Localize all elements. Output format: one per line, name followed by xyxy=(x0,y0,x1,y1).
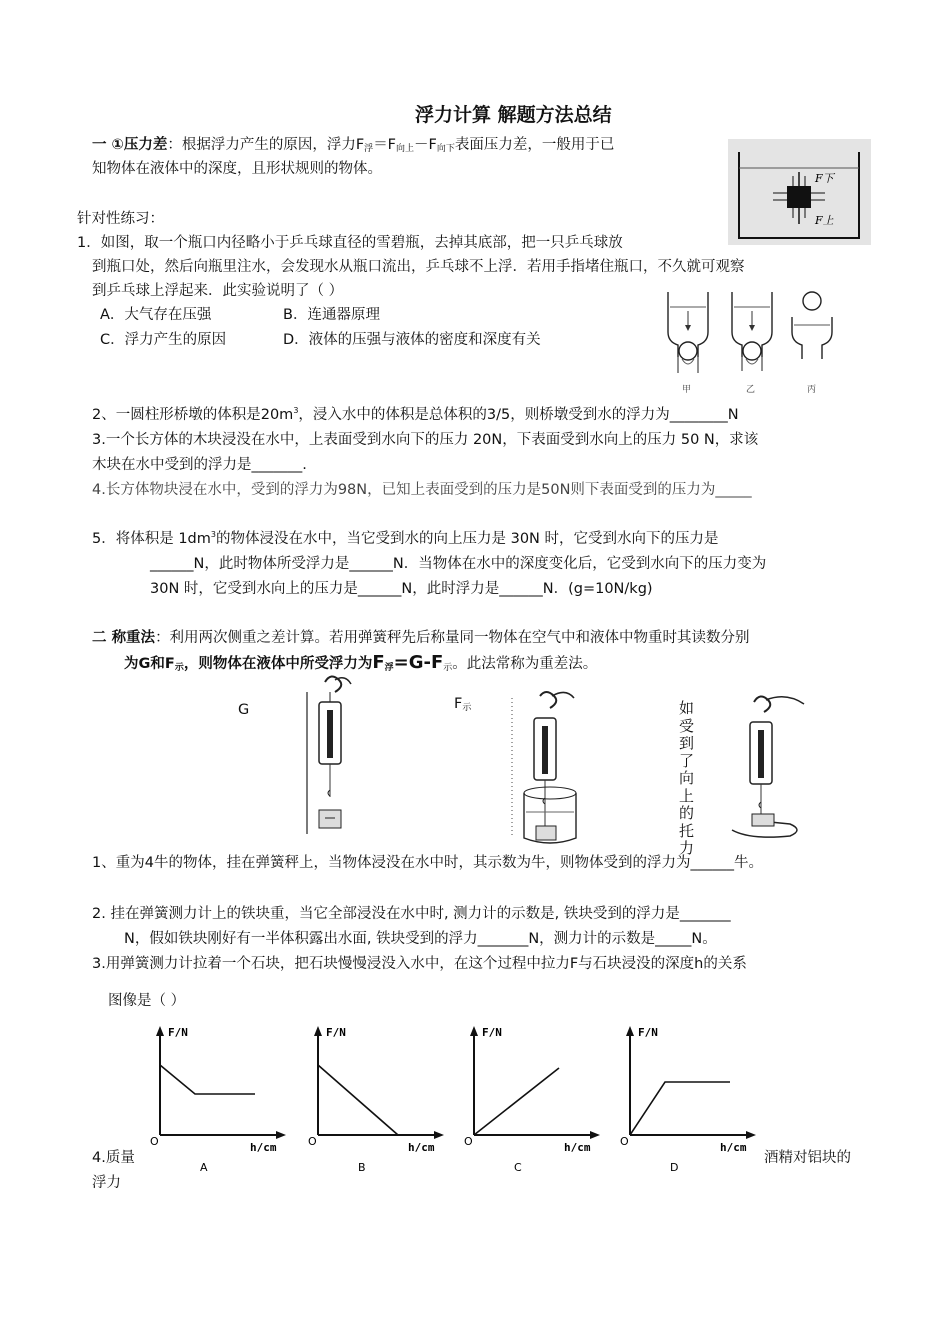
label-yi: 乙 xyxy=(746,385,756,395)
graph-origin: O xyxy=(150,1135,159,1148)
subscript: 向下 xyxy=(436,144,455,154)
graph-xlabel: h/cm xyxy=(720,1141,747,1154)
graph-xlabel: h/cm xyxy=(250,1141,277,1154)
graph-ylabel: F/N xyxy=(326,1026,346,1039)
q1-option-a: A．大气存在压强 xyxy=(100,307,212,323)
section2-line1 xyxy=(92,626,750,647)
text: ，浸入水中的体积是总体积的3/5，则桥墩受到水的浮力为________N xyxy=(298,407,739,423)
graph-origin: O xyxy=(464,1135,473,1148)
text: 5．将体积是 1dm xyxy=(92,531,211,547)
label-bing: 丙 xyxy=(807,385,817,395)
subscript: 向上 xyxy=(396,144,415,154)
graph-y-arrow xyxy=(156,1026,164,1036)
s2-q4-line2: 浮力 xyxy=(92,1175,121,1191)
subscript: 浮 xyxy=(364,144,374,154)
s2-q4-start: 4.质量 xyxy=(92,1150,135,1166)
f-up-label: F上 xyxy=(815,214,834,227)
section2-number: 二 xyxy=(92,630,112,646)
text: 表面压力差，一般用于已 xyxy=(454,137,615,153)
graph-x-arrow xyxy=(590,1131,600,1139)
graph-ylabel: F/N xyxy=(638,1026,658,1039)
superscript: 3 xyxy=(210,530,216,540)
spring-scale-water-figure xyxy=(510,688,590,848)
graph-letter: B xyxy=(358,1161,366,1174)
q1-option-d: D．液体的压强与液体的密度和深度有关 xyxy=(283,332,541,348)
spring-scale-hand-figure xyxy=(730,690,810,840)
section2-line2 xyxy=(124,652,597,673)
text: F xyxy=(372,652,385,673)
graph-xlabel: h/cm xyxy=(564,1141,591,1154)
text: 的物体浸没在水中，当它受到水的向上压力是 30N 时，它受到水向下的压力是 xyxy=(215,531,719,547)
section1-number: 一 ① xyxy=(92,137,124,153)
q2-text xyxy=(92,403,739,424)
text: 为G和F xyxy=(124,656,175,672)
graph-x-arrow xyxy=(276,1131,286,1139)
section1-heading: 压力差 xyxy=(123,137,168,153)
bottle-experiment-figure xyxy=(660,287,840,397)
section1-line1 xyxy=(92,133,614,154)
vertical-caption: 如受到了向上的托力 xyxy=(679,699,695,857)
graph-x-arrow xyxy=(746,1131,756,1139)
q5-line3: 30N 时，它受到水向上的压力是______N，此时浮力是______N．(g=10N/kg) xyxy=(150,581,653,597)
label-jia: 甲 xyxy=(682,385,692,395)
graph-curve xyxy=(318,1065,398,1135)
graph-y-arrow xyxy=(314,1026,322,1036)
subscript: 浮 xyxy=(384,663,394,673)
graph-xlabel: h/cm xyxy=(408,1141,435,1154)
graph-ylabel: F/N xyxy=(482,1026,502,1039)
text: 。此法常称为重差法。 xyxy=(452,656,598,672)
text: ，则物体在液体中所受浮力为 xyxy=(183,656,373,672)
graph-curve xyxy=(160,1065,255,1094)
graph-ylabel: F/N xyxy=(168,1026,188,1039)
q1-line3: 到乒乓球上浮起来．此实验说明了（ ） xyxy=(92,283,344,299)
graph-y-arrow xyxy=(470,1026,478,1036)
page-title: 浮力计算 解题方法总结 xyxy=(415,104,612,126)
text: ：利用两次侧重之差计算。若用弹簧秤先后称量同一物体在空气中和液体中物重时其读数分别 xyxy=(155,630,750,646)
label-g: G xyxy=(238,702,250,718)
s2-q2-line2: N，假如铁块刚好有一半体积露出水面, 铁块受到的浮力_______N，测力计的示数是_____N。 xyxy=(124,931,717,947)
q4-text: 4.长方体物块浸在水中，受到的浮力为98N，已知上表面受到的压力是50N则下表面受到的压力为_____ xyxy=(92,482,752,498)
graph-letter: D xyxy=(670,1161,679,1174)
q1-line1: 1．如图，取一个瓶口内径略小于乒乓球直径的雪碧瓶，去掉其底部，把一只乒乓球放 xyxy=(77,235,623,251)
graph-origin: O xyxy=(308,1135,317,1148)
q3-line2: 木块在水中受到的浮力是_______. xyxy=(92,457,307,473)
text: ＝F xyxy=(373,137,397,153)
graph-curve xyxy=(474,1068,559,1135)
text: 2、一圆柱形桥墩的体积是20m xyxy=(92,407,294,423)
text: －F xyxy=(414,137,437,153)
pressure-difference-figure xyxy=(727,138,872,246)
s2-q1: 1、重为4牛的物体，挂在弹簧秤上，当物体浸没在水中时，其示数为牛，则物体受到的浮力为______牛。 xyxy=(92,855,763,871)
spring-scale-air-figure xyxy=(305,672,357,834)
text: =G-F xyxy=(393,652,444,673)
subscript: 示 xyxy=(174,663,184,673)
s2-q3-line1: 3.用弹簧测力计拉着一个石块，把石块慢慢浸没入水中，在这个过程中拉力F与石块浸没的深度h的关系 xyxy=(92,956,747,972)
text: F xyxy=(454,696,463,712)
label-f-shi xyxy=(454,696,471,713)
subscript: 示 xyxy=(462,703,472,713)
graph-letter: C xyxy=(514,1161,522,1174)
s2-q4-end: 酒精对铝块的 xyxy=(764,1150,851,1166)
text: ：根据浮力产生的原因，浮力F xyxy=(167,137,365,153)
f-down-label: F下 xyxy=(815,172,834,185)
subscript: 示 xyxy=(443,663,453,673)
graph-letter: A xyxy=(200,1161,208,1174)
superscript: 3 xyxy=(293,406,299,416)
graph-origin: O xyxy=(620,1135,629,1148)
q1-option-c: C．浮力产生的原因 xyxy=(100,332,227,348)
practice-label: 针对性练习： xyxy=(77,211,164,227)
q1-option-b: B．连通器原理 xyxy=(283,307,380,323)
s2-q3-line2: 图像是（ ） xyxy=(108,993,186,1009)
graph-x-arrow xyxy=(434,1131,444,1139)
q1-line2: 到瓶口处，然后向瓶里注水，会发现水从瓶口流出，乒乓球不上浮．若用手指堵住瓶口，不久就可观察 xyxy=(92,259,745,275)
s2-q2-line1: 2. 挂在弹簧测力计上的铁块重，当它全部浸没在水中时, 测力计的示数是, 铁块受到的浮力是_______ xyxy=(92,906,731,922)
graph-y-arrow xyxy=(626,1026,634,1036)
section1-line2: 知物体在液体中的深度，且形状规则的物体。 xyxy=(92,161,382,177)
q3-line1: 3.一个长方体的木块浸没在水中，上表面受到水向下的压力 20N，下表面受到水向上的压力 50 N，求该 xyxy=(92,432,759,448)
q5-line2: ______N，此时物体所受浮力是______N．当物体在水中的深度变化后，它受到水向下的压力变为 xyxy=(150,556,767,572)
graph-curve xyxy=(630,1082,730,1135)
q5-line1 xyxy=(92,527,719,548)
section2-heading: 称重法 xyxy=(111,630,156,646)
